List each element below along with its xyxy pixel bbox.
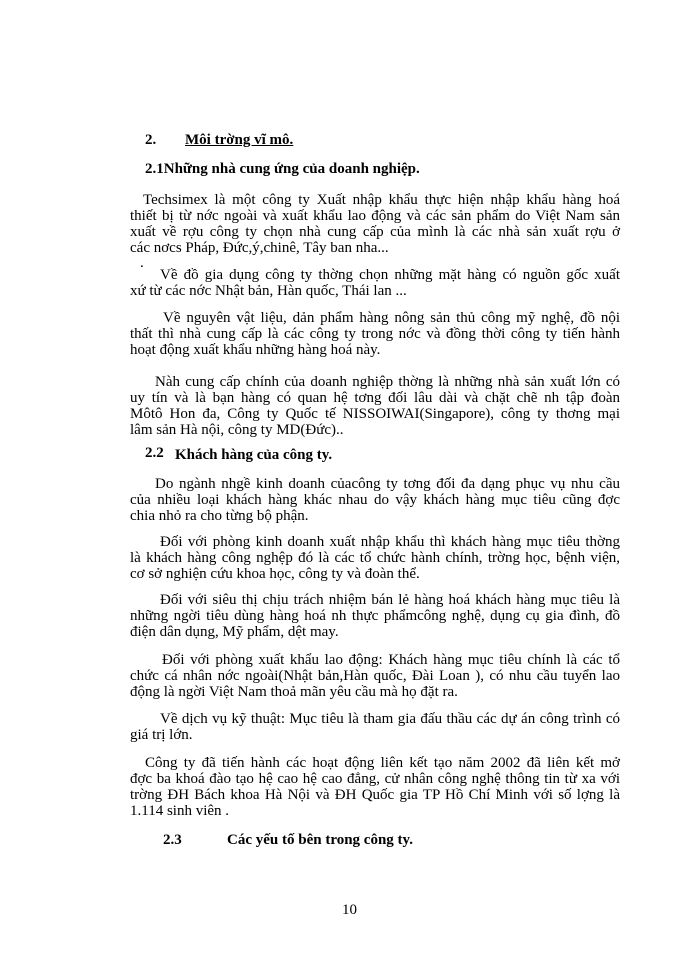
paragraph [130,592,620,640]
paragraph [130,192,620,256]
text-line: hoạt động xuất khẩu những hàng hoá này. [130,342,381,358]
subsection-title: Các yếu tố bên trong công ty. [227,832,413,848]
text-line: Công ty đã tiến hành các hoạt động liên kết tạo năm 2002 đã liên kết mở [145,755,620,771]
text-line: lâm sản Hà nội, công ty MD(Đức).. [130,422,344,438]
paragraph [130,267,620,299]
text-line: Do ngành nhgề kinh doanh củacông ty tơng đối đa dạng phục vụ nhu cầu [155,476,620,492]
paragraph [130,476,620,524]
section-number: 2. [145,132,157,148]
subsection-title: 2.1Những nhà cung ứng của doanh nghiệp. [145,161,420,177]
text-line: cơ sở nghiện cứu khoa học, công ty và đoàn thể. [130,566,420,582]
paragraph [130,652,620,700]
paragraph [130,755,620,819]
section-title: Môi trờng vĩ mô. [185,132,294,148]
text-line: điện dân dụng, Mỹ phẩm, dệt may. [130,624,339,640]
text-line: trờng ĐH Bách khoa Hà Nội và ĐH Quốc gia TP Hồ Chí Minh với số lợng là [130,787,620,803]
text-line: 1.114 sinh viên . [130,803,230,819]
text-line: xuất về rợu công ty chọn nhà cung cấp của mình là các nhà sản xuất rợu ở [130,224,620,240]
text-line: . [140,255,144,271]
text-line: Đối với phòng xuất khẩu lao động: Khách hàng mục tiêu chính là các tổ [162,652,620,668]
paragraph [130,374,620,438]
text-line: những ngời tiêu dùng hàng hoá nh thực phẩmcông nghệ, dụng cụ gia đình, đồ [130,608,620,624]
paragraph [130,534,620,582]
text-line: thiết bị từ nớc ngoài và xuất khẩu lao động và các sản phẩm do Việt Nam sản [130,208,620,224]
text-line: chức cá nhân nớc ngoài(Nhật bản,Hàn quốc, Đài Loan ), có nhu cầu tuyển lao [130,668,620,684]
text-line: Về dịch vụ kỹ thuật: Mục tiêu là tham gia đấu thầu các dự án công trình có [160,711,620,727]
text-line: Nàh cung cấp chính của doanh nghiệp thờng là những nhà sản xuất lớn có [155,374,620,390]
text-line: giá trị lớn. [130,727,193,743]
text-line: xứ từ các nớc Nhật bản, Hàn quốc, Thái lan ... [130,283,407,299]
text-line: uy tín và là bạn hàng có quan hệ tơng đối lâu dài và chặt chẽ nh tập đoàn [130,390,620,406]
text-line: Môtô Hon đa, Công ty Quốc tế NISSOIWAI(Singapore), công ty thơng mại [130,406,620,422]
text-line: đợc ba khoá đào tạo hệ cao hệ cao đẳng, cử nhân công nghệ thông tin từ xa với [130,771,620,787]
text-line: Về nguyên vật liệu, dản phẩm hàng nông sản thủ công mỹ nghệ, đồ nội [163,310,620,326]
subsection-number: 2.3 [163,832,182,848]
text-line: của nhiều loại khách hàng khác nhau do vậy khách hàng mục tiêu cũng đợc [130,492,620,508]
text-line: chia nhỏ ra cho từng bộ phận. [130,508,309,524]
text-line: Về đồ gia dụng công ty thờng chọn những mặt hàng có nguồn gốc xuất [160,267,620,283]
text-line: động là ngời Việt Nam thoả mãn yêu cầu mà họ đặt ra. [130,684,458,700]
text-line: Đối với siêu thị chịu trách nhiệm bán lẻ hàng hoá khách hàng mục tiêu là [160,592,620,608]
text-line: thất thì nhà cung cấp là các công ty trong nớc và đồng thời công ty tiến hành [130,326,620,342]
subsection-number: 2.2 [145,445,164,461]
text-line: các nơcs Pháp, Đức,ý,chinê, Tây ban nha... [130,240,389,256]
subsection-title: Khách hàng của công ty. [175,447,333,463]
page-number: 10 [342,902,357,918]
paragraph [130,310,620,358]
text-line: là khách hàng công nghệp đó là các tổ chức hành chính, trờng học, bệnh viện, [130,550,620,566]
text-line: Đối với phòng kinh doanh xuất nhập khẩu thì khách hàng mục tiêu thờng [160,534,620,550]
text-line: Techsimex là một công ty Xuất nhập khẩu thực hiện nhập khẩu hàng hoá [143,192,620,208]
paragraph [130,711,620,743]
